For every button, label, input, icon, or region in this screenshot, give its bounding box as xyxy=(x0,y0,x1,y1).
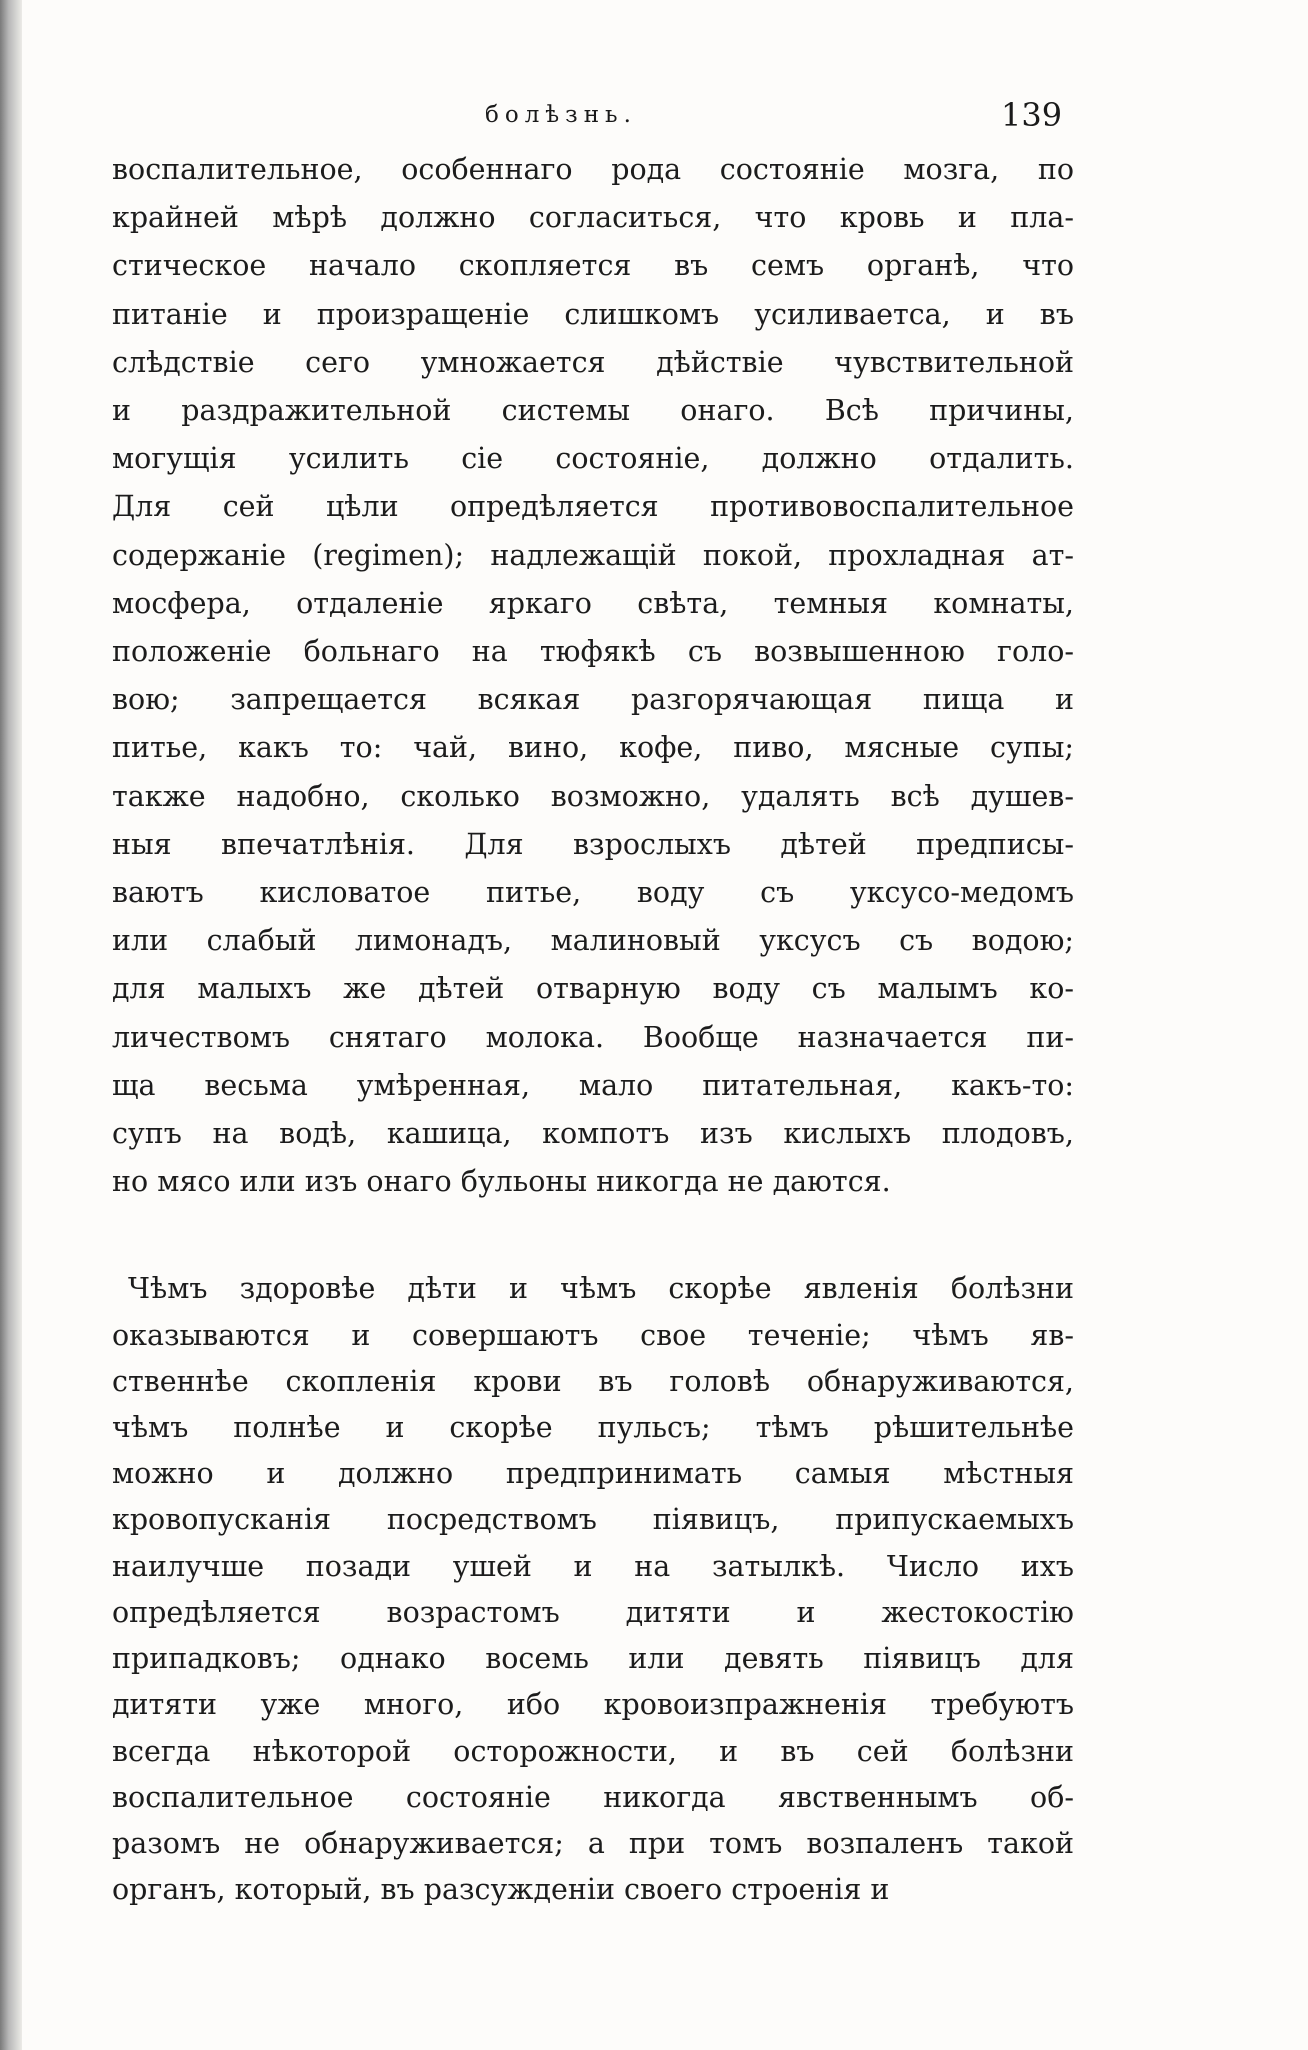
text-line: для малыхъ же дѣтей отварную воду съ малымъ ко- xyxy=(112,972,1074,1006)
text-line: Для сей цѣли опредѣляется противовоспалительное xyxy=(112,490,1074,524)
text-line: слѣдствіе сего умножается дѣйствіе чувствительной xyxy=(112,345,1074,379)
text-line: ныя впечатлѣнія. Для взрослыхъ дѣтей предписы- xyxy=(112,827,1074,861)
text-line: ственнѣе скопленія крови въ головѣ обнаруживаются, xyxy=(112,1364,1074,1398)
text-line: дитяти уже много, ибо кровоизпражненія требуютъ xyxy=(112,1688,1074,1722)
text-line: чѣмъ полнѣе и скорѣе пульсъ; тѣмъ рѣшительнѣе xyxy=(112,1411,1074,1445)
text-line: оказываются и совершаютъ свое теченіе; чѣмъ яв- xyxy=(112,1318,1074,1352)
page-number: 139 xyxy=(1001,96,1063,134)
text-line: питаніе и произращеніе слишкомъ усиливаетса, и въ xyxy=(112,297,1074,331)
text-line: наилучше позади ушей и на затылкѣ. Число ихъ xyxy=(112,1549,1074,1583)
text-line: воспалительное состояніе никогда явственнымъ об- xyxy=(112,1780,1074,1814)
body-text xyxy=(112,146,1074,1913)
text-line: питье, какъ то: чай, вино, кофе, пиво, мясные супы; xyxy=(112,731,1074,765)
text-line: разомъ не обнаруживается; а при томъ возпаленъ такой xyxy=(112,1826,1074,1860)
running-title: болѣзнь. xyxy=(485,102,637,128)
paragraph xyxy=(112,1266,1074,1913)
text-line: кровопусканія посредствомъ піявицъ, припускаемыхъ xyxy=(112,1503,1074,1537)
text-line: ваютъ кисловатое питье, воду съ уксусо-медомъ xyxy=(112,876,1074,910)
text-line: супъ на водѣ, кашица, компотъ изъ кислыхъ плодовъ, xyxy=(112,1117,1074,1151)
text-line: но мясо или изъ онаго бульоны никогда не даются. xyxy=(112,1165,891,1199)
text-line: ща весьма умѣренная, мало питательная, какъ-то: xyxy=(112,1068,1074,1102)
text-line: содержаніе (regimen); надлежащій покой, прохладная ат- xyxy=(112,538,1074,572)
text-line: припадковъ; однако восемь или девять піявицъ для xyxy=(112,1642,1074,1676)
page-gutter-shadow xyxy=(0,0,22,2050)
text-line: также надобно, сколько возможно, удалять всѣ душев- xyxy=(112,779,1074,813)
text-line: могущія усилить сіе состояніе, должно отдалить. xyxy=(112,442,1074,476)
text-line: всегда нѣкоторой осторожности, и въ сей болѣзни xyxy=(112,1734,1074,1768)
text-line: можно и должно предпринимать самыя мѣстныя xyxy=(112,1457,1074,1491)
text-line: мосфера, отдаленіе яркаго свѣта, темныя комнаты, xyxy=(112,586,1074,620)
text-line: и раздражительной системы онаго. Всѣ причины, xyxy=(112,394,1074,428)
running-header xyxy=(0,96,1308,136)
text-line: Чѣмъ здоровѣе дѣти и чѣмъ скорѣе явленія болѣзни xyxy=(128,1272,1074,1306)
text-line: воспалительное, особеннаго рода состояніе мозга, по xyxy=(112,153,1074,186)
text-line: стическое начало скопляется въ семъ органѣ, что xyxy=(112,249,1074,283)
paragraph xyxy=(112,146,1074,1206)
text-line: вою; запрещается всякая разгорячающая пища и xyxy=(112,683,1074,717)
text-line: личествомъ снятаго молока. Вообще назначается пи- xyxy=(112,1020,1074,1054)
text-line: положеніе больнаго на тюфякѣ съ возвышенною голо- xyxy=(112,635,1074,669)
text-line: крайней мѣрѣ должно согласиться, что кровь и пла- xyxy=(112,201,1074,235)
text-line: или слабый лимонадъ, малиновый уксусъ съ водою; xyxy=(112,924,1074,958)
text-line: опредѣляется возрастомъ дитяти и жестокостію xyxy=(112,1595,1074,1629)
text-line: органъ, который, въ разсужденіи своего строенія и xyxy=(112,1873,890,1907)
